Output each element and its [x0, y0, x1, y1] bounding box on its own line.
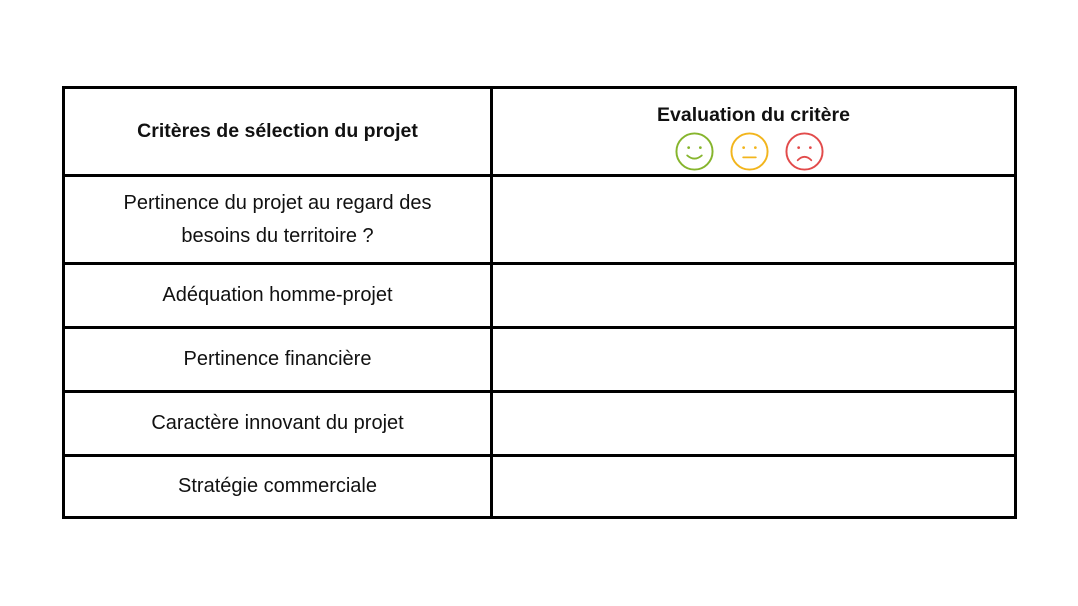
criterion-label: Pertinence du projet au regard des besoins du territoire ? [123, 191, 432, 247]
evaluation-cell-financial[interactable] [493, 329, 1014, 393]
criteria-table [62, 86, 1017, 519]
evaluation-cell-relevance[interactable] [493, 177, 1014, 265]
criterion-cell-person-project-fit [65, 265, 493, 329]
header-evaluation-label: Evaluation du critère [657, 104, 850, 126]
smiley-happy-icon [674, 131, 715, 172]
header-criteria-cell [65, 89, 493, 177]
smiley-neutral-icon [729, 131, 770, 172]
smiley-sad-icon [784, 131, 825, 172]
criterion-label: Stratégie commerciale [178, 475, 377, 497]
evaluation-cell-person-project-fit[interactable] [493, 265, 1014, 329]
header-criteria-label: Critères de sélection du projet [137, 120, 418, 142]
rating-scale [674, 131, 825, 172]
criterion-cell-innovation [65, 393, 493, 457]
evaluation-cell-innovation[interactable] [493, 393, 1014, 457]
evaluation-cell-commercial-strategy[interactable] [493, 457, 1014, 516]
criterion-cell-financial [65, 329, 493, 393]
criterion-label: Adéquation homme-projet [162, 284, 393, 306]
criterion-cell-relevance [65, 177, 493, 265]
criterion-cell-commercial-strategy [65, 457, 493, 516]
criterion-label: Pertinence financière [183, 348, 372, 370]
criterion-label: Caractère innovant du projet [151, 412, 404, 434]
header-evaluation-cell [493, 89, 1014, 177]
